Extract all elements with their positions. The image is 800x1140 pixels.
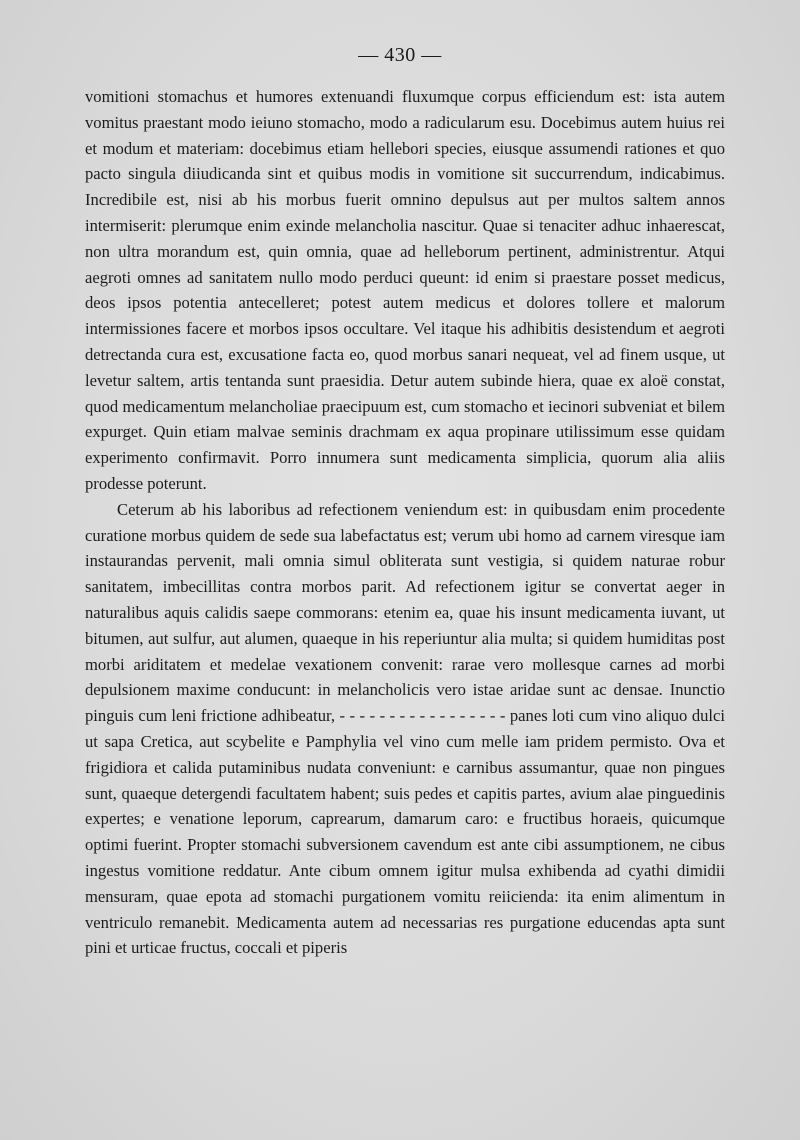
page-number: — 430 — [358, 44, 442, 66]
paragraph: Ceterum ab his laboribus ad refectionem veniendum est: in quibusdam enim procedente curatione morbus quidem de sede sua labefactatus est; verum ubi homo ad carnem viresque iam instaurandas pervenit, mali omnia simul obliterata sunt vestigia, si quidem naturae robur sanitatem, imbecillitas contra morbos parit. Ad refectionem igitur se convertat aeger in naturalibus aquis calidis saepe commorans: etenim ea, quae his insunt medicamenta iuvant, ut bitumen, aut sulfur, aut alumen, quaeque in his reperiuntur alia multa; si quidem humiditas post morbi ariditatem et medelae vexationem convenit: rarae vero mollesque carnes ad morbi depulsionem maxime conducunt: in melancholicis vero istae aridae sunt ac densae. Inunctio pinguis cum leni frictione adhibeatur, - - - - - - - - - - - - - - - - - panes loti cum vino aliquo dulci ut sapa Cretica, aut scybelite e Pamphylia vel vino cum melle iam pridem permisto. Ova et frigidiora et calida putaminibus nudata conveniunt: e carnibus assumantur, quae non pingues sunt, quaeque detergendi facultatem habent; suis pedes et capitis partes, avium alae pinguedinis expertes; e venatione leporum, caprearum, damarum caro: e fructibus horaeis, quicumque optimi fuerint. Propter stomachi subversionem cavendum est ante cibi assumptionem, ne cibus ingestus vomitione reddatur. Ante cibum omnem igitur mulsa exhibenda ad cyathi dimidii mensuram, quae epota ad stomachi purgationem vomitu reiicienda: ita enim alimentum in ventriculo remanebit. Medicamenta autem ad necessarias res purgatione educendas apta sunt pini et urticae fructus, coccali et piperis [85, 499, 725, 958]
paragraph: vomitioni stomachus et humores extenuandi fluxumque corpus efficiendum est: ista autem vomitus praestant modo ieiuno stomacho, modo a radicularum esu. Docebimus autem huius rei et modum et materiam: docebimus etiam hellebori species, eiusque assumendi rationes et quo pacto singula diiudicanda sint et quibus modis in vomitione sit succurrendum, indicabimus. Incredibile est, nisi ab his morbus fuerit omnino depulsus aut per multos saltem annos intermiserit: plerumque enim exinde melancholia nascitur. Quae si tenaciter adhuc inhaerescat, non ultra morandum est, quin omnia, quae ad helleborum pertinent, administrentur. Atqui aegroti omnes ad sanitatem nullo modo perduci queunt: id enim si praestare posset medicus, deos ipsos potentia antecelleret; potest autem medicus et dolores tollere et malorum intermissiones facere et morbos ipsos occultare. Vel itaque his adhibitis desistendum et aegroti detrectanda cura est, excusatione facta eo, quod morbus sanari nequeat, vel ad finem usque, ut levetur saltem, artis tentanda sunt praesidia. Detur autem subinde hiera, quae ex aloë constat, quod medicamentum melancholiae praecipuum est, cum stomacho et iecinori subveniat et bilem expurget. Quin etiam malvae seminis drachmam ex aqua propinare utilissimum esse quidam experimento confirmavit. Porro innumera sunt medicamenta simplicia, quorum alia aliis prodesse poterunt. [85, 87, 725, 493]
body-text [85, 84, 725, 961]
